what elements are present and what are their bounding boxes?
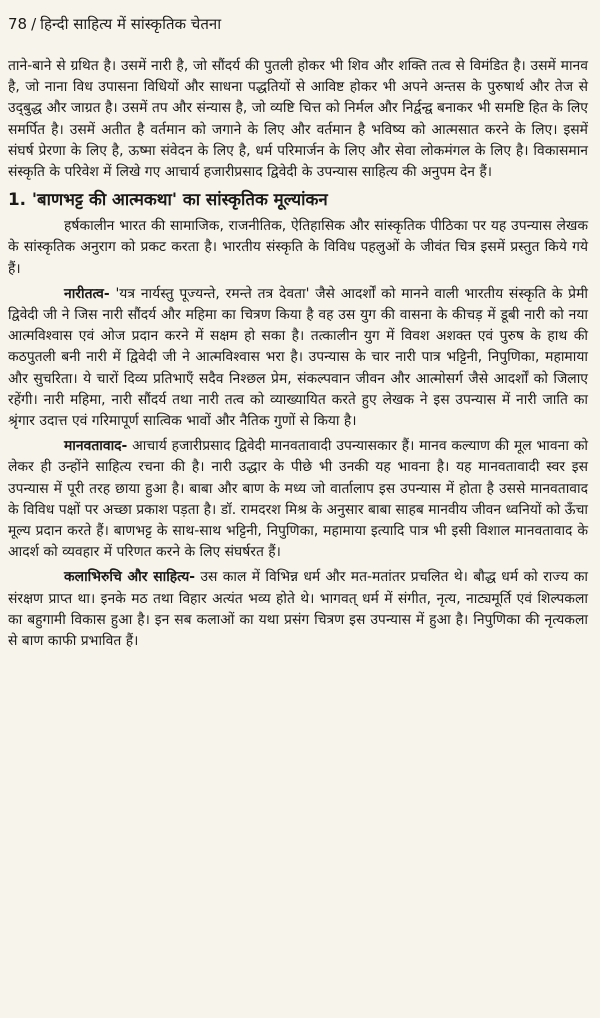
manavatavad-text: आचार्य हजारीप्रसाद द्विवेदी मानवतावादी उपन्यासकार हैं। मानव कल्याण की मूल भावना को लेकर ही उन्होंने साहित्य रचना की है। नारी उद्धार के पीछे भी उनकी यह भावना है। यह मानवतावादी स्वर इस उपन्यास में पूरी तरह छाया हुआ है। बाबा और बाण के मध्य जो वार्तालाप इस उपन्यास में होता है उससे मानवतावाद के विविध पक्षों पर अच्छा प्रकाश पड़ता है। डॉ. रामदरश मिश्र के अनुसार बाबा साहब मानवीय जीवन ध्वनियों को ऊँचा मूल्य प्रदान करते हैं। बाणभट्ट के साथ-साथ भट्टिनी, निपुणिका, महामाया इत्यादि पात्र भी इसी विशाल मानवतावाद के आदर्श को व्यवहार में परिणत करने के लिए संघर्षरत हैं। — [8, 438, 588, 561]
manavatavad-lead: मानवतावाद- — [64, 438, 128, 455]
naritatva-paragraph — [8, 284, 588, 432]
naritatva-lead: नारीतत्व- — [64, 285, 110, 302]
header-separator: / — [31, 15, 37, 33]
intro-paragraph: ताने-बाने से ग्रथित है। उसमें नारी है, जो सौंदर्य की पुतली होकर भी शिव और शक्ति तत्व से विमंडित है। उसमें मानव है, जो नाना विध उपासना विधियों और साधना पद्धतियों से आविष्ट होकर भी अपने अन्तस के पुरुषार्थ और तेज से उद्‌बुद्ध और जाग्रत है। उसमें तप और संन्यास है, जो व्यष्टि चित्त को निर्मल और निर्द्वन्द्व बनाकर भी समष्टि हित के लिए समर्पित है। उसमें अतीत है वर्तमान को जगाने के लिए और वर्तमान है भविष्य को आत्मसात करने के लिए। इसमें संघर्ष प्रेरणा के लिए है, ऊष्मा संवेदन के लिए है, धर्म परिमार्जन के लिए और सेवा लोकमंगल के लिए है। विकासमान संस्कृति के परिवेश में लिखे गए आचार्य हजारीप्रसाद द्विवेदी के उपन्यास साहित्य की अनुपम देन हैं। — [8, 58, 588, 181]
section-heading: 1. 'बाणभट्ट की आत्मकथा' का सांस्कृतिक मूल्यांकन — [8, 189, 328, 210]
section-intro-paragraph: हर्षकालीन भारत की सामाजिक, राजनीतिक, ऐतिहासिक और सांस्कृतिक पीठिका पर यह उपन्यास लेखक के सांस्कृतिक अनुराग को प्रकट करता है। भारतीय संस्कृति के विविध पहलुओं के जीवंत चित्र इसमें प्रस्तुत किये गये हैं। — [8, 218, 588, 277]
running-header — [8, 14, 588, 34]
book-title: हिन्दी साहित्य में सांस्कृतिक चेतना — [40, 15, 222, 33]
kalabhiruchi-text: उस काल में विभिन्न धर्म और मत-मतांतर प्रचलित थे। बौद्ध धर्म को राज्य का संरक्षण प्राप्त था। इनके मठ तथा विहार अत्यंत भव्य होते थे। भागवत् धर्म में संगीत, नृत्य, नाट्यमूर्ति एवं शिल्पकला का बहुगामी विकास हुआ है। इन सब कलाओं का यथा प्रसंग चित्रण इस उपन्यास में हुआ है। निपुणिका की नृत्यकला से बाण काफी प्रभावित हैं। — [8, 569, 588, 650]
kalabhiruchi-paragraph — [8, 567, 588, 652]
page-number: 78 — [8, 15, 28, 33]
manavatavad-paragraph — [8, 436, 588, 563]
kalabhiruchi-lead: कलाभिरुचि और साहित्य- — [64, 569, 196, 586]
naritatva-text: 'यत्र नार्यस्तु पूज्यन्ते, रमन्ते तत्र देवता' जैसे आदर्शों को मानने वाली भारतीय संस्कृति के प्रेमी द्विवेदी जी ने जिस नारी सौंदर्य और महिमा का चित्रण किया है वह उस युग की वासना के कीचड़ में डूबी नारी को नया आत्मविश्वास एवं ओज प्रदान करने में सक्षम हो सका है। तत्कालीन युग में विवश अशक्त एवं पुरुष के हाथ की कठपुतली बनी नारी में द्विवेदी जी ने आत्मविश्वास भरा है। उपन्यास के चार नारी पात्र भट्टिनी, निपुणिका, महामाया और सुचरिता। ये चारों दिव्य प्रतिभाएँ सदैव निश्छल प्रेम, संकल्पवान जीवन और आत्मोसर्ग जैसे आदर्शों को जिलाए रहेंगी। नारी महिमा, नारी सौंदर्य तथा नारी तत्व को व्याख्यायित करते हुए लेखक ने इस उपन्यास में नारी जाति का श्रृंगार उदात्त एवं गरिमापूर्ण सात्विक भावों और नैतिक गुणों से किया है। — [8, 285, 588, 430]
